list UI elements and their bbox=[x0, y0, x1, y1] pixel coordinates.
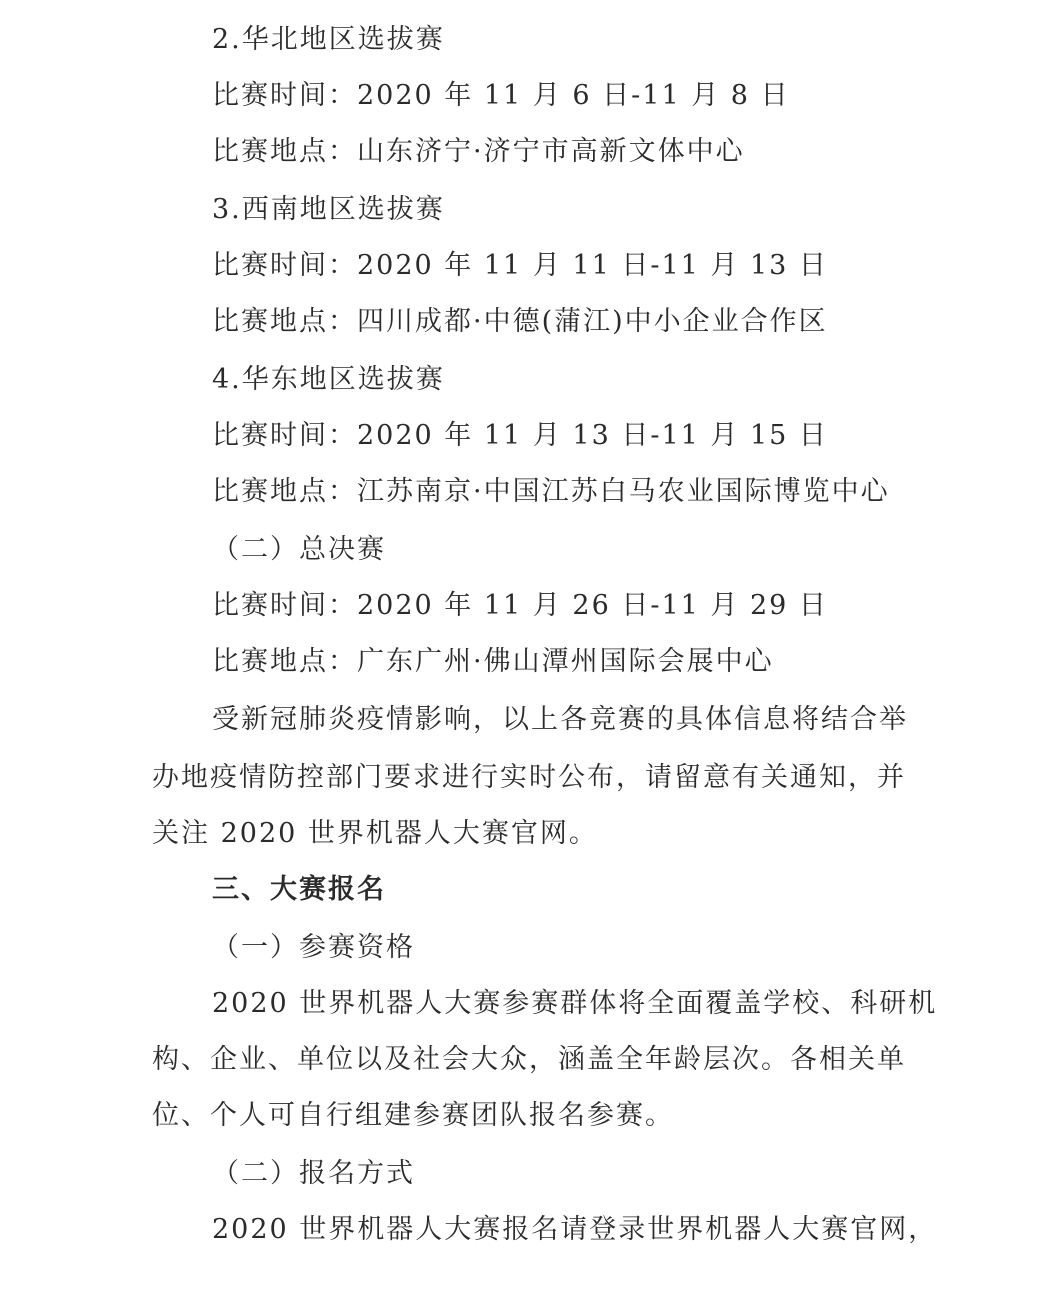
competition-time-southwest: 比赛时间：2020 年 11 月 11 日-11 月 13 日 bbox=[212, 250, 828, 281]
competition-time-north-china: 比赛时间：2020 年 11 月 6 日-11 月 8 日 bbox=[212, 80, 790, 111]
paragraph-line: 构、企业、单位以及社会大众，涵盖全年龄层次。各相关单 bbox=[152, 1044, 906, 1075]
competition-venue-east-china: 比赛地点：江苏南京·中国江苏白马农业国际博览中心 bbox=[212, 476, 890, 507]
section-heading-southwest: 3.西南地区选拔赛 bbox=[212, 194, 445, 225]
paragraph-line: 受新冠肺炎疫情影响，以上各竞赛的具体信息将结合举 bbox=[212, 704, 908, 735]
section-heading-east-china: 4.华东地区选拔赛 bbox=[212, 364, 445, 395]
competition-time-finals: 比赛时间：2020 年 11 月 26 日-11 月 29 日 bbox=[212, 590, 828, 621]
section-heading-north-china: 2.华北地区选拔赛 bbox=[212, 24, 445, 55]
competition-time-east-china: 比赛时间：2020 年 11 月 13 日-11 月 15 日 bbox=[212, 420, 828, 451]
competition-venue-southwest: 比赛地点：四川成都·中德(蒲江)中小企业合作区 bbox=[212, 306, 828, 337]
paragraph-line: 办地疫情防控部门要求进行实时公布，请留意有关通知，并 bbox=[152, 762, 906, 793]
paragraph-line: 2020 世界机器人大赛报名请登录世界机器人大赛官网， bbox=[212, 1214, 938, 1245]
section-heading-finals: （二）总决赛 bbox=[212, 534, 386, 565]
section-heading-registration: 三、大赛报名 bbox=[212, 874, 386, 905]
paragraph-line: 2020 世界机器人大赛参赛群体将全面覆盖学校、科研机 bbox=[212, 988, 938, 1019]
paragraph-line: 位、个人可自行组建参赛团队报名参赛。 bbox=[152, 1100, 674, 1131]
paragraph-line: 关注 2020 世界机器人大赛官网。 bbox=[152, 818, 598, 849]
competition-venue-finals: 比赛地点：广东广州·佛山潭州国际会展中心 bbox=[212, 646, 774, 677]
subsection-heading-eligibility: （一）参赛资格 bbox=[212, 932, 415, 963]
competition-venue-north-china: 比赛地点：山东济宁·济宁市高新文体中心 bbox=[212, 136, 745, 167]
subsection-heading-registration-method: （二）报名方式 bbox=[212, 1158, 415, 1189]
